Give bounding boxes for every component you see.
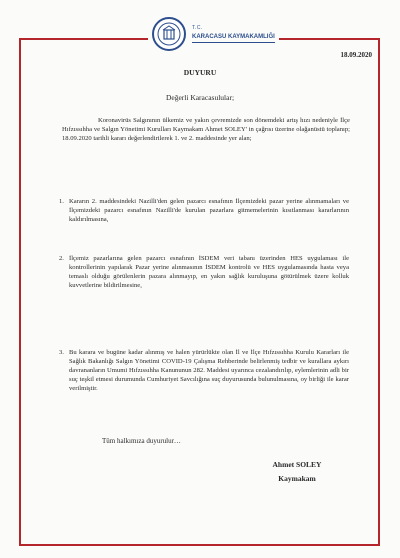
brand-block <box>192 26 275 43</box>
item-number: 1. <box>59 198 64 205</box>
item-number: 3. <box>59 349 64 356</box>
signature-block <box>252 458 342 486</box>
document-date: 18.09.2020 <box>340 51 372 59</box>
intro-text: Koronavirüs Salgınının ülkemiz ve yakın çevremizde son dönemdeki artış hızı nedeniyle İlçe Hıfzıssıhha ve Salgın Yönetimi Kurulları Kaymakam Ahmet SOLEY' in çağrısı üzerine olağanüstü toplanıp; 18.09.2020 tarihli kararı değerlendirilerek 1. ve 2. maddesinde yer alan; <box>62 117 350 142</box>
document-title: DUYURU <box>183 68 217 77</box>
brand-prefix: T.C. <box>192 24 203 31</box>
item-number: 2. <box>59 255 64 262</box>
closing-line: Tüm halkımıza duyurulur… <box>102 437 181 445</box>
list-item <box>59 348 349 393</box>
item-text: İlçemiz pazarlarına gelen pazarcı esnafının İSDEM veri tabanı üzerinden HES uygulaması ile kontrollerinin yapılarak Pazar yerine alınmasının İSDEM kontrolü ve HES uygulamasında hasta veya temaslı olduğu görülenlerin pazara alınmayıp, en yakın sağlık kuruluşuna götürülmek üzere kolluk kuvvetlerine bildirilmesine, <box>69 255 349 289</box>
item-text: Kararın 2. maddesindeki Nazilli'den gelen pazarcı esnafının İlçemizdeki pazar yerine alınmamaları ve İlçemizdeki pazarcı esnafının Nazilli'de kurulan pazarlara gitmemelerinin kısıtlanması kararlarının kaldırılmasına, <box>69 198 349 223</box>
intro-paragraph <box>62 116 350 143</box>
brand-name: KARACASU KAYMAKAMLIĞI <box>192 34 275 43</box>
signatory-title: Kaymakam <box>278 474 316 483</box>
item-text: Bu karara ve bugüne kadar alınmış ve halen yürürlükte olan İl ve İlçe Hıfzıssıhha Kurulu Kararları ile Sağlık Bakanlığı Salgın Yönetimi COVID-19 Çalışma Rehberinde belirlenmiş tedbir ve kurallara aykırı davrananların Umumi Hıfzıssıhha Kanununun 282. Maddesi uyarınca cezalandırılıp, eylemlerinin adli bir suç teşkil etmesi durumunda Cumhuriyet Savcılığına suç duyurusunda bulunulmasına, oy birliği ile karar verilmiştir. <box>69 349 349 392</box>
list-item <box>59 254 349 290</box>
crescent-star-emblem-icon <box>152 17 186 51</box>
signatory-name: Ahmet SOLEY <box>272 460 322 469</box>
list-item <box>59 197 349 224</box>
greeting: Değerli Karacasulular; <box>165 93 235 102</box>
letterhead <box>148 14 279 54</box>
